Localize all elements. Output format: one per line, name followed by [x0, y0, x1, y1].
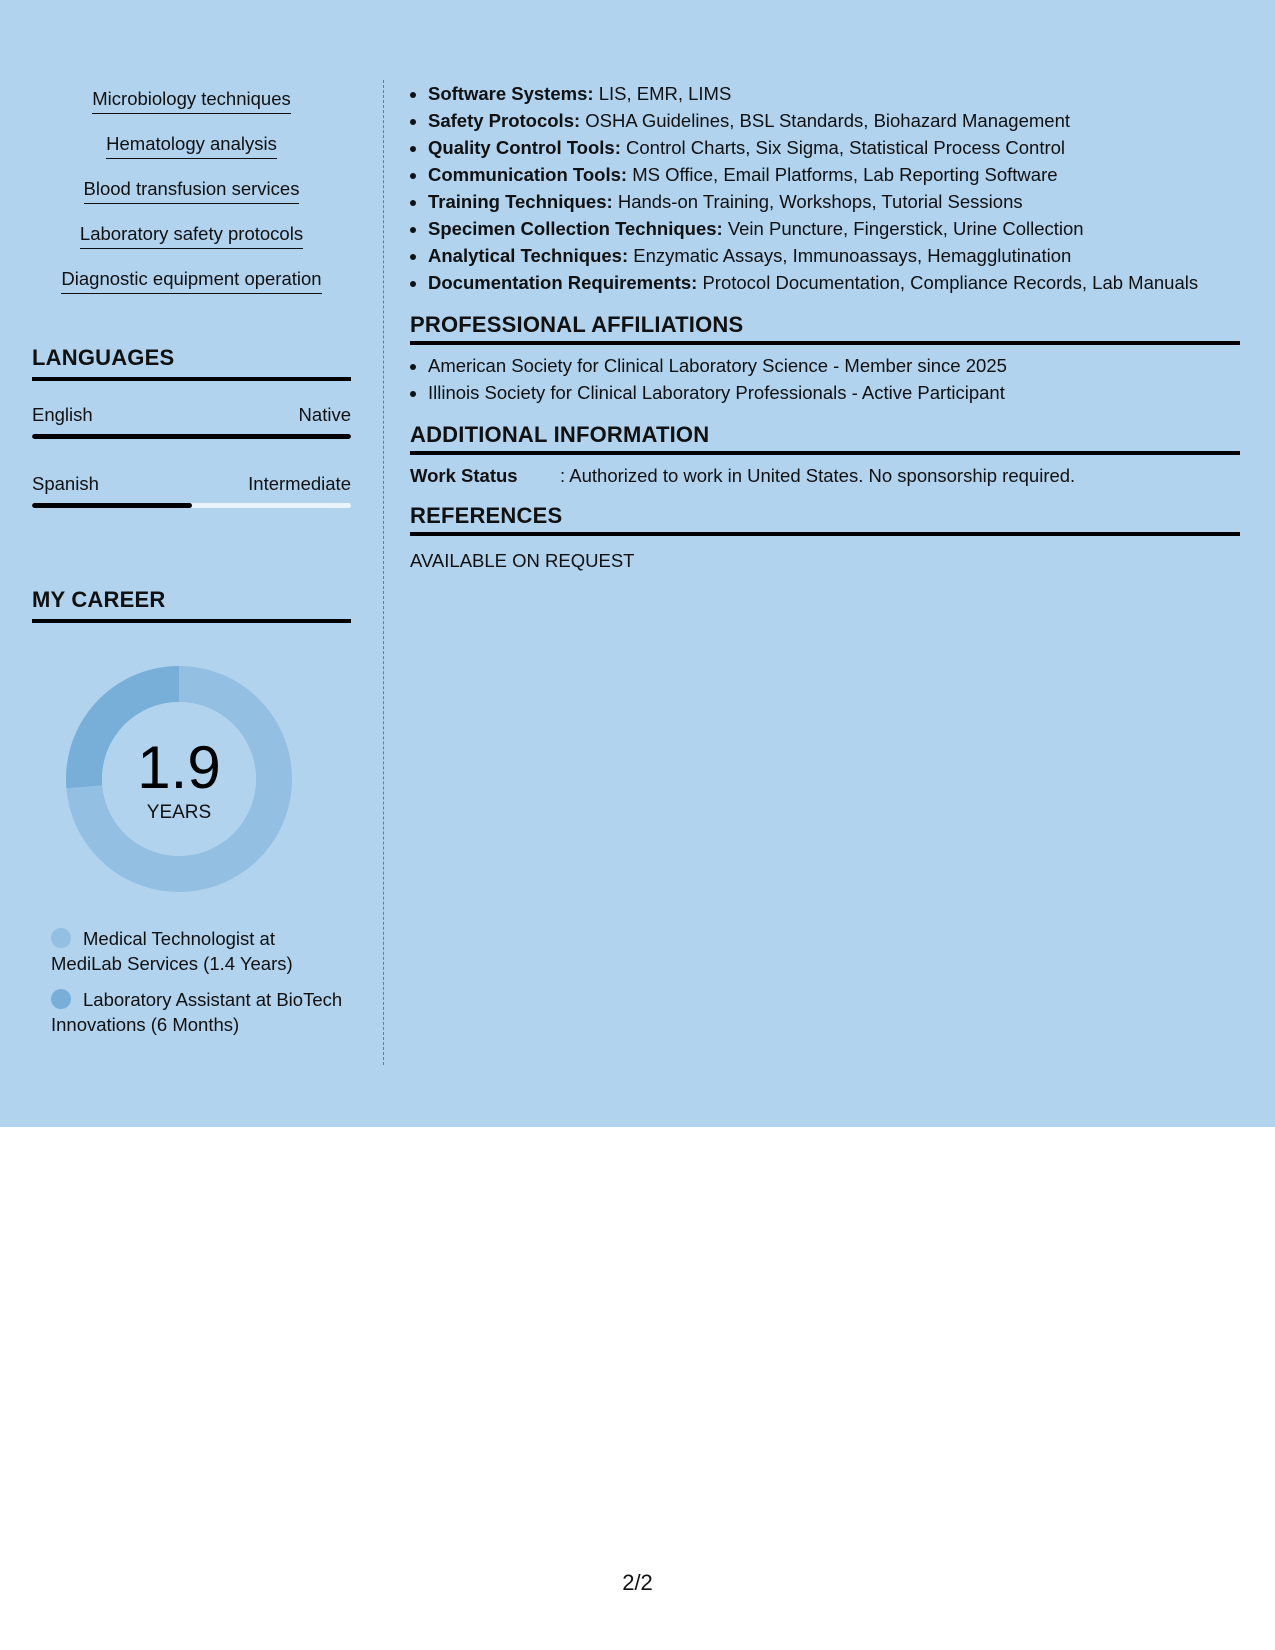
list-item: [428, 107, 1198, 134]
item-value: Hands-on Training, Workshops, Tutorial Sessions: [617, 191, 1023, 212]
skills-list: [32, 86, 351, 311]
language-level: Intermediate: [248, 473, 351, 494]
legend-dot: [51, 928, 71, 948]
list-item: [428, 80, 1198, 107]
legend-item: [51, 987, 351, 1037]
career-total-unit: YEARS: [146, 802, 212, 823]
language-row-english: [32, 404, 351, 426]
work-status: [410, 465, 1075, 487]
career-total-value: 1.9: [137, 734, 221, 801]
item-label: Communication Tools:: [428, 164, 628, 185]
affiliations-heading: PROFESSIONAL AFFILIATIONS: [410, 312, 1240, 345]
legend-label: Medical Technologist at MediLab Services (1.4 Years): [51, 928, 293, 974]
language-proficiency-bar: [32, 503, 351, 508]
item-value: LIS, EMR, LIMS: [598, 83, 732, 104]
skill-item: [32, 176, 351, 221]
skill-item: [32, 266, 351, 311]
skill-item: [32, 131, 351, 176]
item-value: MS Office, Email Platforms, Lab Reporting Software: [632, 164, 1058, 185]
skill-label: Diagnostic equipment operation: [61, 266, 321, 294]
language-name: Spanish: [32, 473, 99, 494]
list-item: • American Society for Clinical Laboratory Science - Member since 2025: [428, 352, 1007, 379]
work-status-label: Work Status: [410, 465, 518, 486]
list-item: [428, 161, 1198, 188]
skill-label: Laboratory safety protocols: [80, 221, 303, 249]
skill-item: [32, 221, 351, 266]
references-text: AVAILABLE ON REQUEST: [410, 550, 635, 571]
item-value: OSHA Guidelines, BSL Standards, Biohazard Management: [585, 110, 1071, 131]
item-value: Control Charts, Six Sigma, Statistical Process Control: [626, 137, 1066, 158]
legend-dot: [51, 989, 71, 1009]
references-heading: REFERENCES: [410, 503, 1240, 536]
language-level: Native: [298, 404, 351, 425]
career-legend: [51, 926, 351, 1048]
skill-label: Hematology analysis: [106, 131, 277, 159]
language-proficiency-fill: [32, 434, 351, 439]
item-label: Software Systems:: [428, 83, 594, 104]
skill-label: Blood transfusion services: [84, 176, 300, 204]
affiliations-list: [410, 352, 1007, 406]
item-label: Safety Protocols:: [428, 110, 581, 131]
legend-item: [51, 926, 351, 976]
list-item: [428, 134, 1198, 161]
career-donut-chart: [66, 666, 292, 892]
language-proficiency-fill: [32, 503, 192, 508]
language-name: English: [32, 404, 93, 425]
list-item: • Illinois Society for Clinical Laboratory Professionals - Active Participant: [428, 379, 1007, 406]
list-item: [428, 215, 1198, 242]
item-label: Documentation Requirements:: [428, 272, 698, 293]
language-row-spanish: [32, 473, 351, 495]
languages-heading: LANGUAGES: [32, 345, 351, 381]
language-proficiency-bar: [32, 434, 351, 439]
technical-skills-list: [410, 80, 1198, 296]
work-status-value: : Authorized to work in United States. No sponsorship required.: [560, 465, 1076, 486]
item-label: Specimen Collection Techniques:: [428, 218, 723, 239]
item-label: Training Techniques:: [428, 191, 613, 212]
skill-item: [32, 86, 351, 131]
item-value: Vein Puncture, Fingerstick, Urine Collection: [727, 218, 1084, 239]
list-item: [428, 269, 1198, 296]
career-heading: MY CAREER: [32, 587, 351, 623]
additional-info-heading: ADDITIONAL INFORMATION: [410, 422, 1240, 455]
item-value: Enzymatic Assays, Immunoassays, Hemagglutination: [633, 245, 1072, 266]
item-label: Quality Control Tools:: [428, 137, 621, 158]
column-divider: [383, 80, 384, 1065]
legend-label: Laboratory Assistant at BioTech Innovations (6 Months): [51, 989, 343, 1035]
list-item: [428, 188, 1198, 215]
skill-label: Microbiology techniques: [92, 86, 290, 114]
item-value: Protocol Documentation, Compliance Records, Lab Manuals: [702, 272, 1199, 293]
item-label: Analytical Techniques:: [428, 245, 629, 266]
page-number: 2/2: [622, 1570, 653, 1595]
list-item: [428, 242, 1198, 269]
